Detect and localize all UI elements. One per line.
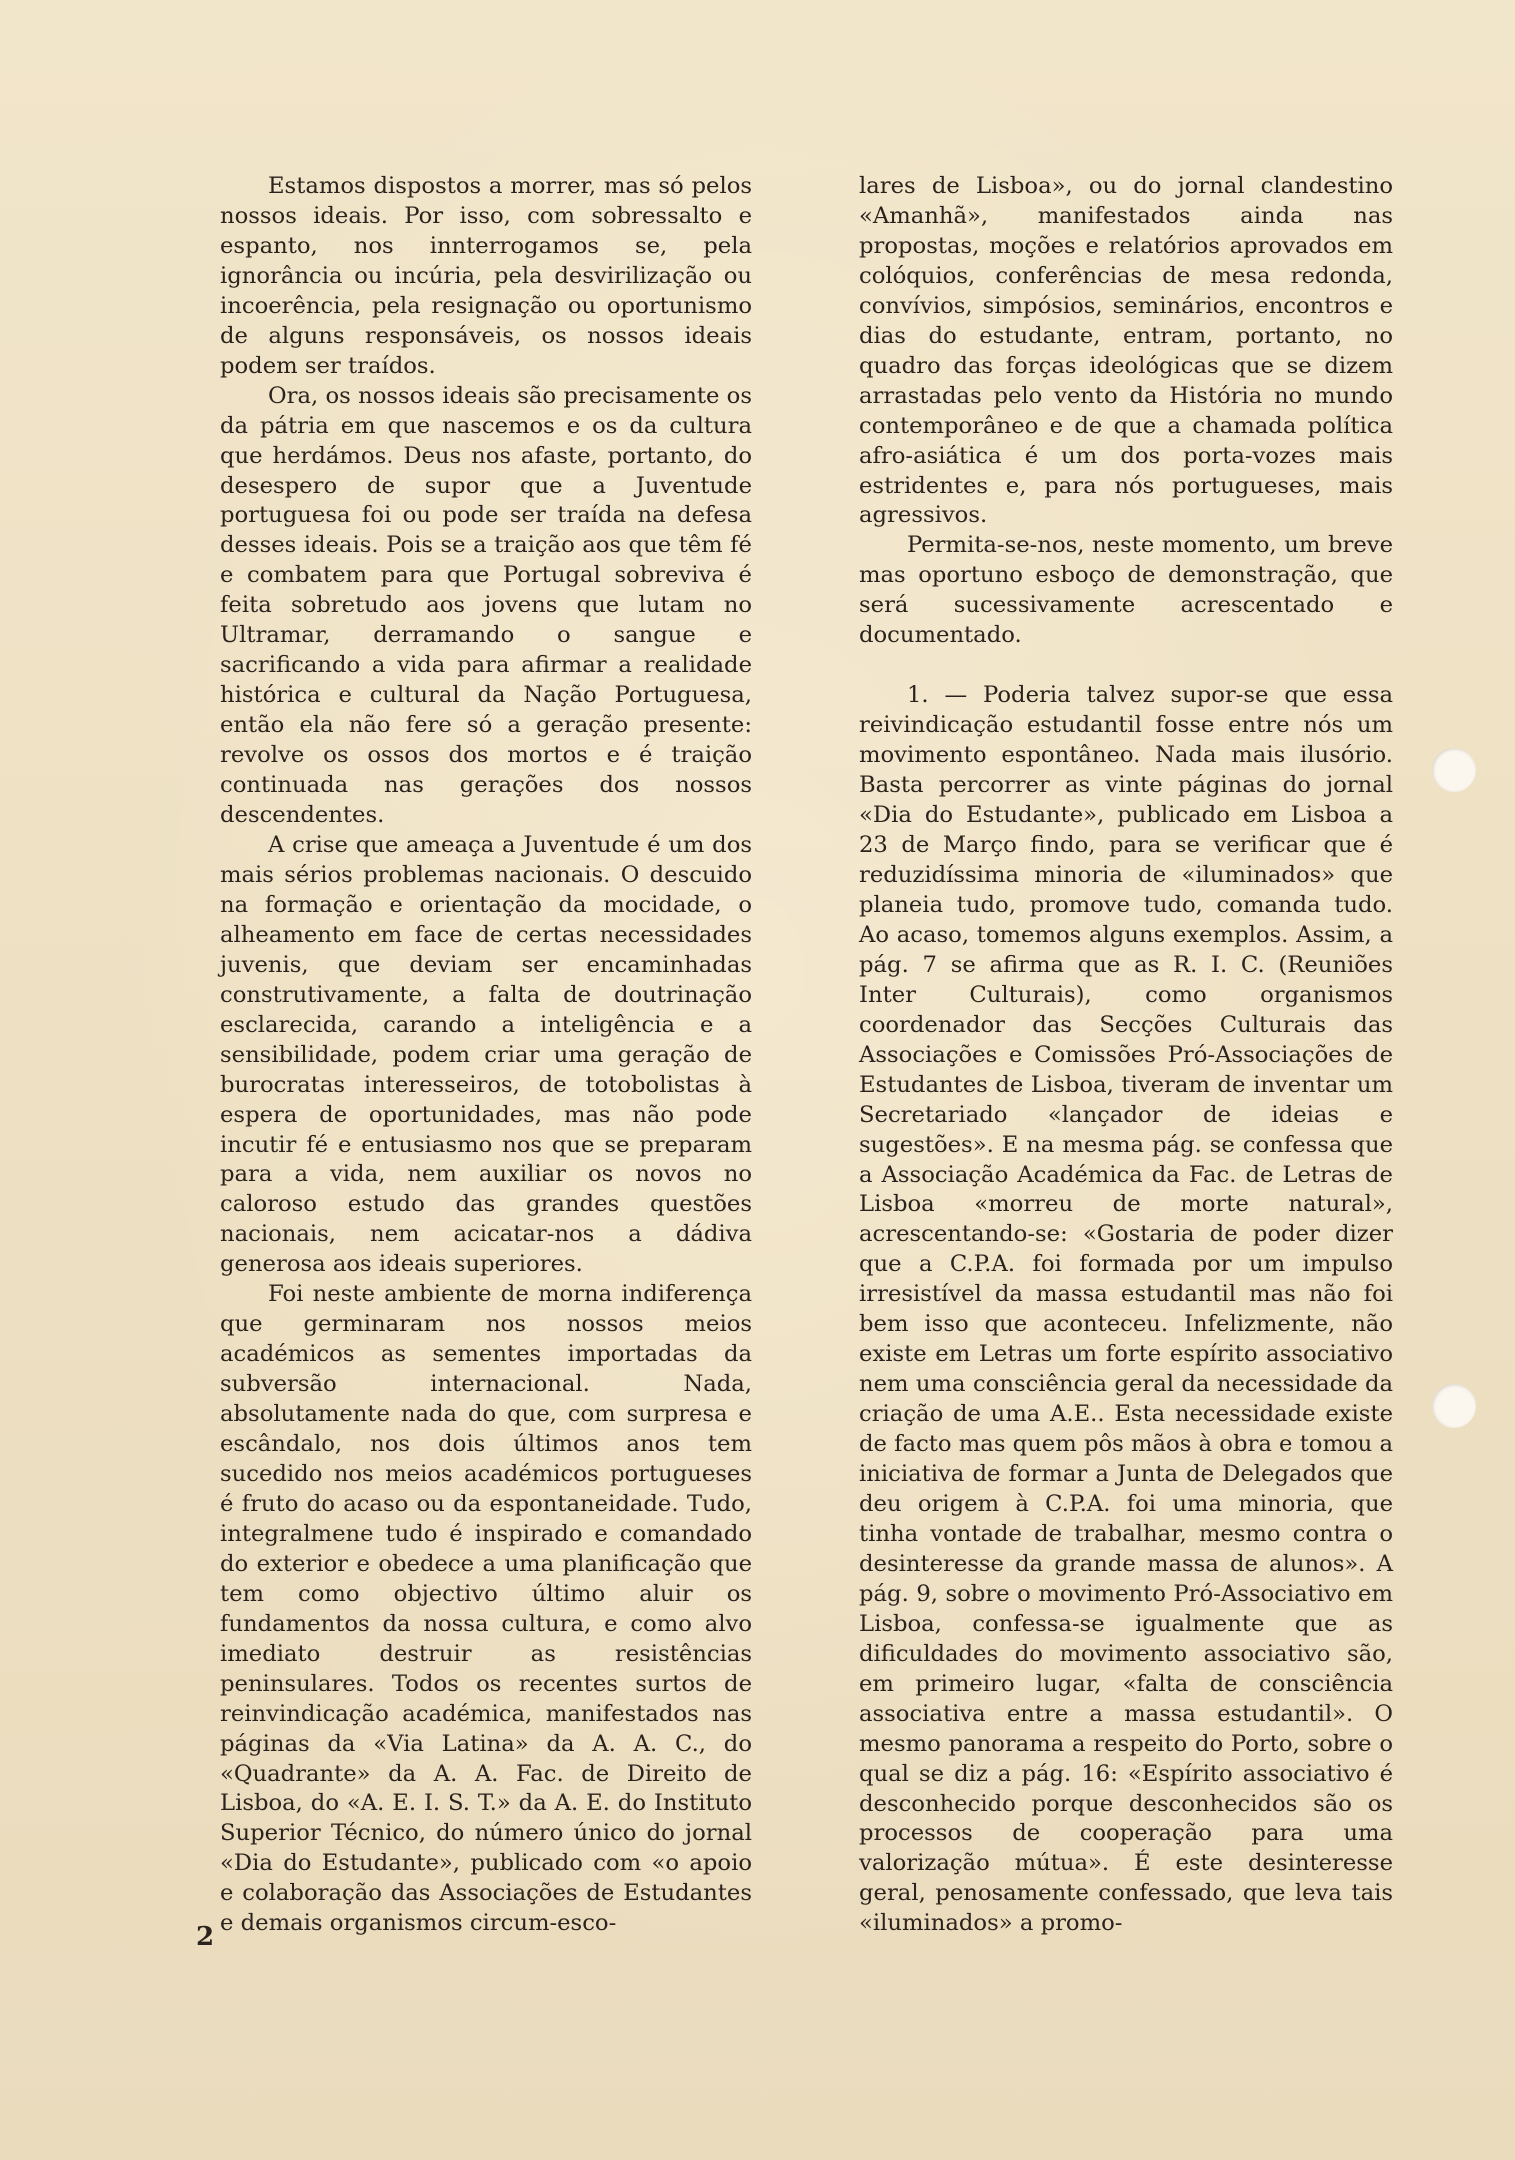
paragraph: Estamos dispostos a morrer, mas só pelos nossos ideais. Por isso, com sobressalto e espanto, nos innterrogamos se, pela ignorância ou incúria, pela desvirilização ou incoerência, pela resignação ou oportunismo de alguns responsáveis, os nossos ideais podem ser traídos.: [220, 173, 752, 379]
paragraph: Foi neste ambiente de morna indiferença que germinaram nos nossos meios académicos as sementes importadas da subversão internacional. Nada, absolutamente nada do que, com surpresa e escândalo, nos dois últimos anos tem sucedido nos meios académicos portugueses é fruto do acaso ou da espontaneidade. Tudo, integralmene tudo é inspirado e comandado do exterior e obedece a uma planificação que tem como objectivo último aluir os fundamentos da nossa cultura, e como alvo imediato destruir as resistências peninsulares. Todos os recentes surtos de reinvindicação académica, manifestados nas páginas da «Via Latina» da A. A. C., do «Quadrante» da A. A. Fac. de Direito de Lisboa, do «A. E. I. S. T.» da A. E. do Instituto Superior Técnico, do número único do jornal «Dia do Estudante», publicado com «o apoio e colaboração das Associações de Estudantes e demais organismos circum-esco-: [220, 1281, 752, 1937]
punch-hole: [1432, 748, 1476, 792]
paragraph: A crise que ameaça a Juventude é um dos mais sérios problemas nacionais. O descuido na formação e orientação da mocidade, o alheamento em face de certas necessidades juvenis, que deviam ser encaminhadas construtivamente, a falta de doutrinação esclarecida, carando a inteligência e a sensibilidade, podem criar uma geração de burocratas interesseiros, de totobolistas à espera de oportunidades, mas não pode incutir fé e entusiasmo nos que se preparam para a vida, nem auxiliar os novos no caloroso estudo das grandes questões nacionais, nem acicatar-nos a dádiva generosa aos ideais superiores.: [220, 831, 752, 1278]
left-column: [220, 172, 752, 1939]
paragraph: lares de Lisboa», ou do jornal clandestino «Amanhã», manifestados ainda nas propostas, moções e relatórios aprovados em colóquios, conferências de mesa redonda, convívios, simpósios, seminários, encontros e dias do estudante, entram, portanto, no quadro das forças ideológicas que se dizem arrastadas pelo vento da História no mundo contemporâneo e de que a chamada política afro-asiática é um dos porta-vozes mais estridentes e, para nós portugueses, mais agressivos.: [859, 173, 1393, 529]
paragraph: Ora, os nossos ideais são precisamente os da pátria em que nascemos e os da cultura que herdámos. Deus nos afaste, portanto, do desespero de supor que a Juventude portuguesa foi ou pode ser traída na defesa desses ideais. Pois se a traição aos que têm fé e combatem para que Portugal sobreviva é feita sobretudo aos jovens que lutam no Ultramar, derramando o sangue e sacrificando a vida para afirmar a realidade histórica e cultural da Nação Portuguesa, então ela não fere só a geração presente: revolve os ossos dos mortos e é traição continuada nas gerações dos nossos descendentes.: [220, 382, 752, 829]
punch-hole: [1432, 1384, 1476, 1428]
paragraph: 1. — Poderia talvez supor-se que essa reivindicação estudantil fosse entre nós um movimento espontâneo. Nada mais ilusório. Basta percorrer as vinte páginas do jornal «Dia do Estudante», publicado em Lisboa a 23 de Março findo, para se verificar que é reduzidíssima minoria de «iluminados» que planeia tudo, promove tudo, comanda tudo. Ao acaso, tomemos alguns exemplos. Assim, a pág. 7 se afirma que as R. I. C. (Reuniões Inter Culturais), como organismos coordenador das Secções Culturais das Associações e Comissões Pró-Associações de Estudantes de Lisboa, tiveram de inventar um Secretariado «lançador de ideias e sugestões». E na mesma pág. se confessa que a Associação Académica da Fac. de Letras de Lisboa «morreu de morte natural», acrescentando-se: «Gostaria de poder dizer que a C.P.A. foi formada por um impulso irresistível da massa estudantil mas não foi bem isso que aconteceu. Infelizmente, não existe em Letras um forte espírito associativo nem uma consciência geral da necessidade da criação de uma A.E.. Esta necessidade existe de facto mas quem pôs mãos à obra e tomou a iniciativa de formar a Junta de Delegados que deu origem à C.P.A. foi uma minoria, que tinha vontade de trabalhar, mesmo contra o desinteresse da grande massa de alunos». A pág. 9, sobre o movimento Pró-Associativo em Lisboa, confessa-se igualmente que as dificuldades do movimento associativo são, em primeiro lugar, «falta de consciência associativa entre a massa estudantil». O mesmo panorama a respeito do Porto, sobre o qual se diz a pág. 16: «Espírito associativo é desconhecido porque desconhecidos são os processos de cooperação para uma valorização mútua». É este desinteresse geral, penosamente confessado, que leva tais «iluminados» a promo-: [859, 682, 1393, 1937]
right-column: [859, 172, 1393, 1939]
page-number: 2: [196, 1922, 215, 1952]
paragraph: Permita-se-nos, neste momento, um breve mas oportuno esboço de demonstração, que será sucessivamente acrescentado e documentado.: [859, 532, 1393, 649]
